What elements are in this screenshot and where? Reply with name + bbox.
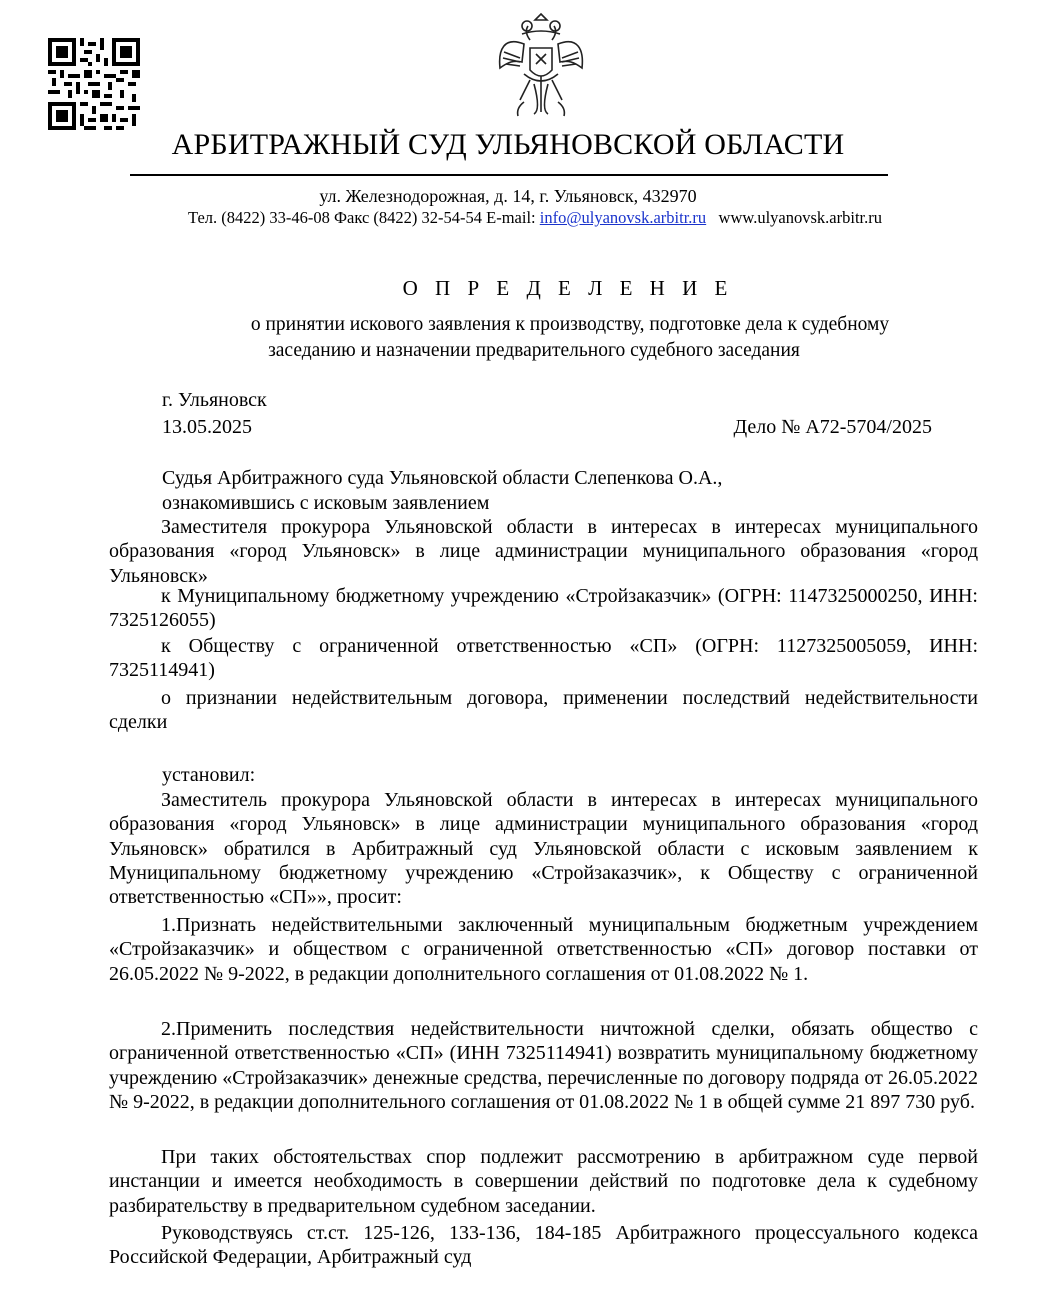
- body-paragraph-5: Руководствуясь ст.ст. 125-126, 133-136, 184-185 Арбитражного процессуального кодекса Российской Федерации, Арбитражный суд: [109, 1222, 978, 1269]
- body-paragraph-2: 1.Признать недействительными заключенный муниципальным бюджетным учреждением «Стройзаказчик» и обществом с ограниченной ответственностью «СП» договор поставки от 26.05.2022 № 9-2022, в редакции дополнительного соглашения от 01.08.2022 № 1.: [109, 914, 978, 985]
- body-paragraph-3: 2.Применить последствия недействительности ничтожной сделки, обязать общество с ограниченной ответственностью «СП» (ИНН 7325114941) возвратить муниципальному бюджетному учреждению «Стройзаказчик» денежные средства, перечисленные по договору подряда от 26.05.2022 № 9-2022, в редакции дополнительного соглашения от 01.08.2022 № 1 в общей сумме 21 897 730 руб.: [109, 1018, 978, 1113]
- body-paragraph-4: При таких обстоятельствах спор подлежит рассмотрению в арбитражном суде первой инстанции и имеется необходимость в совершении действий по подготовке дела к судебному разбирательству в предварительном судебном заседании.: [109, 1146, 978, 1217]
- document-subject-line-1: о принятии искового заявления к производству, подготовке дела к судебному: [250, 314, 890, 335]
- coat-of-arms-emblem: [494, 10, 588, 120]
- established-heading: установил:: [162, 764, 256, 786]
- header-divider: [130, 174, 888, 176]
- judge-line: Судья Арбитражного суда Ульяновской области Слепенкова О.А.,: [162, 467, 723, 489]
- court-contacts: [80, 208, 990, 228]
- document-city: г. Ульяновск: [162, 389, 267, 411]
- document-type: О П Р Е Д Е Л Е Н И Е: [402, 276, 734, 300]
- body-paragraph-1: Заместитель прокурора Ульяновской области в интересах в интересах муниципального образования «город Ульяновск» в лице администрации муниципального образования «город Ульяновск» обратился в Арбитражный суд Ульяновской области с исковым заявлением к Муниципальному бюджетному учреждению «Стройзаказчик», к Обществу с ограниченной ответственностью «СП»», просит:: [109, 789, 978, 909]
- qr-code: [48, 38, 140, 130]
- plaintiff-paragraph: Заместителя прокурора Ульяновской области в интересах в интересах муниципального образования «город Ульяновск» в лице администрации муниципального образования «город Ульяновск»: [109, 516, 978, 587]
- court-address: ул. Железнодорожная, д. 14, г. Ульяновск, 432970: [319, 186, 697, 206]
- defendant-2-paragraph: к Обществу с ограниченной ответственностью «СП» (ОГРН: 1127325005059, ИНН: 7325114941): [109, 635, 978, 682]
- reviewed-line: ознакомившись с исковым заявлением: [162, 492, 490, 514]
- defendant-1-paragraph: к Муниципальному бюджетному учреждению «Стройзаказчик» (ОГРН: 1147325000250, ИНН: 7325126055): [109, 585, 978, 632]
- court-name: АРБИТРАЖНЫЙ СУД УЛЬЯНОВСКОЙ ОБЛАСТИ: [171, 128, 845, 161]
- email-link[interactable]: info@ulyanovsk.arbitr.ru: [539, 208, 707, 227]
- document-date: 13.05.2025: [162, 416, 252, 438]
- contacts-phone-fax: Тел. (8422) 33-46-08 Факс (8422) 32-54-54 E-mail:: [188, 208, 540, 227]
- document-subject-line-2: заседанию и назначении предварительного судебного заседания: [268, 340, 800, 361]
- case-number: Дело № А72-5704/2025: [733, 416, 932, 438]
- website-text: www.ulyanovsk.arbitr.ru: [718, 208, 882, 227]
- claim-subject-paragraph: о признании недействительным договора, применении последствий недействительности сделки: [109, 687, 978, 734]
